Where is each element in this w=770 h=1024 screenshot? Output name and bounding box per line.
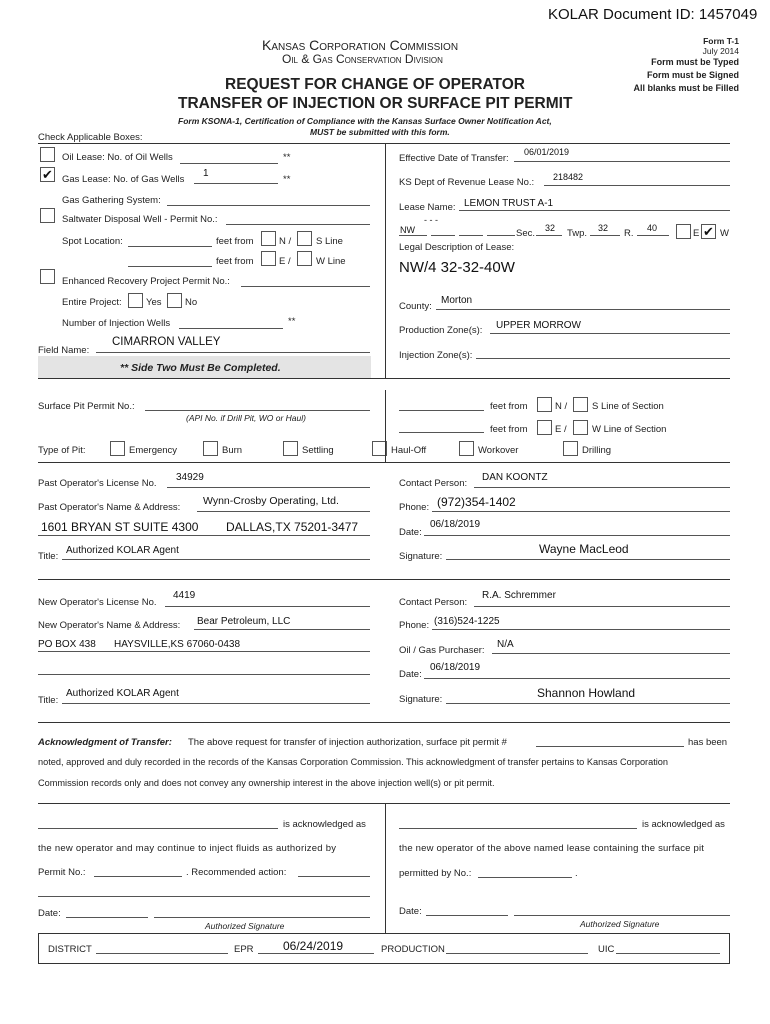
pit-s-checkbox[interactable] — [573, 397, 588, 412]
past-phone-value: (972)354-1402 — [437, 495, 516, 509]
sec-value: 32 — [545, 223, 556, 233]
production-zone-field[interactable] — [490, 333, 730, 334]
county-field[interactable] — [436, 309, 730, 310]
uic-label: UIC — [598, 944, 615, 955]
workover-checkbox[interactable] — [459, 441, 474, 456]
ack-heading: Acknowledgment of Transfer: — [38, 737, 172, 748]
no-label: No — [185, 297, 198, 308]
quarter-field-4[interactable] — [487, 235, 515, 236]
range-label: R. — [624, 228, 634, 239]
ack-text-3: Commission records only and does not convey any ownership interest in the above injection well(s) or pit permit. — [38, 778, 495, 788]
section-divider — [38, 462, 730, 463]
ack-permit-field[interactable] — [536, 746, 684, 747]
gas-gathering-label: Gas Gathering System: — [62, 195, 161, 206]
api-note: (API No. if Drill Pit, WO or Haul) — [186, 413, 306, 423]
s-checkbox[interactable] — [297, 231, 312, 246]
ack-period: . — [575, 868, 578, 879]
effective-date-value: 06/01/2019 — [524, 147, 570, 157]
section-divider — [38, 722, 730, 723]
epr-label: EPR — [234, 944, 254, 955]
purchaser-label: Oil / Gas Purchaser: — [399, 645, 485, 656]
side-two-note: ** Side Two Must Be Completed. — [120, 362, 281, 374]
new-date-label: Date: — [399, 669, 422, 680]
past-phone-field[interactable] — [432, 511, 730, 512]
ack-left-extra-field[interactable] — [38, 896, 370, 897]
form-title-2: TRANSFER OF INJECTION OR SURFACE PIT PERMIT — [178, 95, 573, 112]
burn-checkbox[interactable] — [203, 441, 218, 456]
new-title-field[interactable] — [62, 703, 370, 704]
lease-name-field[interactable] — [459, 210, 730, 211]
ack-left-operator-field[interactable] — [38, 828, 278, 829]
past-address-field[interactable] — [38, 535, 370, 536]
ack-right-line: the new operator of the above named lease containing the surface pit — [399, 843, 705, 854]
division-name: Oil & Gas Conservation Division — [282, 52, 443, 66]
pit-w-checkbox[interactable] — [573, 420, 588, 435]
epr-field[interactable] — [258, 953, 374, 954]
s-line-label: S Line — [316, 236, 343, 247]
ksona-note-1: Form KSONA-1, Certification of Compliance with the Kansas Surface Owner Notification Act, — [178, 116, 552, 126]
ack-right-date-field[interactable] — [426, 915, 508, 916]
gas-lease-label: Gas Lease: No. of Gas Wells — [62, 174, 185, 185]
past-title-field[interactable] — [62, 559, 370, 560]
workover-label: Workover — [478, 445, 519, 456]
past-address-1: 1601 BRYAN ST SUITE 4300 — [41, 520, 199, 534]
county-label: County: — [399, 301, 432, 312]
field-name-label: Field Name: — [38, 345, 90, 356]
effective-date-field[interactable] — [514, 161, 730, 162]
past-license-value: 34929 — [176, 472, 204, 483]
new-license-value: 4419 — [173, 590, 196, 601]
new-license-label: New Operator's License No. — [38, 597, 157, 608]
oil-lease-label: Oil Lease: No. of Oil Wells — [62, 152, 173, 163]
epr-value: 06/24/2019 — [283, 939, 344, 953]
sec-label: Sec. — [516, 228, 536, 239]
legal-desc-value: NW/4 32-32-40W — [399, 259, 515, 276]
production-label: PRODUCTION — [381, 944, 445, 955]
spot-location-label: Spot Location: — [62, 236, 123, 247]
ack-left-permit-label: Permit No.: — [38, 867, 86, 878]
ack-left-line: the new operator and may continue to inject fluids as authorized by — [38, 843, 337, 854]
ack-text-2: noted, approved and duly recorded in the records of the Kansas Corporation Commission. This acknowledgment of transfer pertains to Kansas Corporation — [38, 757, 669, 767]
drilling-label: Drilling — [582, 445, 612, 456]
ack-right-auth-sig: Authorized Signature — [580, 919, 660, 929]
gas-gathering-field[interactable] — [167, 205, 370, 206]
drilling-checkbox[interactable] — [563, 441, 578, 456]
form-date: July 2014 — [702, 46, 739, 56]
twp-value: 32 — [598, 223, 609, 233]
oil-lease-checkbox[interactable] — [40, 147, 55, 162]
swd-permit-field[interactable] — [226, 224, 370, 225]
past-date-label: Date: — [399, 527, 422, 538]
ack-left-permit-field[interactable] — [94, 876, 182, 877]
column-divider — [385, 390, 386, 462]
past-contact-value: DAN KOONTZ — [482, 472, 548, 483]
past-title-label: Title: — [38, 551, 59, 562]
pit-w-label: W Line of Section — [592, 424, 667, 435]
past-name-label: Past Operator's Name & Address: — [38, 502, 181, 513]
ksona-note-2: MUST be submitted with this form. — [310, 127, 450, 137]
new-license-field[interactable] — [165, 606, 370, 607]
county-value: Morton — [441, 295, 473, 306]
new-phone-field[interactable] — [432, 629, 730, 630]
burn-label: Burn — [222, 445, 243, 456]
injection-zone-label: Injection Zone(s): — [399, 350, 473, 361]
ack-right-date-label: Date: — [399, 906, 422, 917]
agency-name: Kansas Corporation Commission — [262, 37, 459, 53]
yes-checkbox[interactable] — [128, 293, 143, 308]
quarter-field-3[interactable] — [459, 235, 483, 236]
new-contact-field[interactable] — [474, 606, 730, 607]
gas-wells-value: 1 — [203, 168, 209, 179]
new-phone-value: (316)524-1225 — [434, 616, 500, 627]
new-name-label: New Operator's Name & Address: — [38, 620, 181, 631]
new-address-field-2[interactable] — [38, 674, 370, 675]
form-number: Form T-1 — [703, 36, 739, 46]
column-divider — [385, 143, 386, 378]
new-address-field[interactable] — [38, 651, 370, 652]
w-checkbox[interactable] — [297, 251, 312, 266]
ks-dept-value: 218482 — [553, 172, 584, 182]
ack-recommended-label: . Recommended action: — [186, 867, 287, 878]
surface-pit-label: Surface Pit Permit No.: — [38, 401, 135, 412]
ack-left-signature-field[interactable] — [154, 917, 370, 918]
lease-name-value: LEMON TRUST A-1 — [464, 198, 554, 209]
ack-permitted-by-label: permitted by No.: — [399, 868, 472, 879]
section-divider — [38, 803, 730, 804]
pit-n-checkbox[interactable] — [537, 397, 552, 412]
production-zone-value: UPPER MORROW — [496, 320, 581, 331]
new-date-value: 06/18/2019 — [430, 662, 481, 673]
requirement-signed: Form must be Signed — [646, 70, 739, 80]
stars-marker: ** — [288, 316, 296, 327]
emergency-checkbox[interactable] — [110, 441, 125, 456]
uic-field[interactable] — [616, 953, 720, 954]
field-name-value: CIMARRON VALLEY — [112, 336, 221, 348]
surface-pit-field[interactable] — [145, 410, 370, 411]
injection-wells-field[interactable] — [179, 328, 283, 329]
past-date-value: 06/18/2019 — [430, 519, 481, 530]
past-address-2: DALLAS,TX 75201-3477 — [226, 520, 359, 534]
field-name-field[interactable] — [96, 352, 370, 353]
sec-field[interactable] — [536, 235, 562, 236]
production-zone-label: Production Zone(s): — [399, 325, 483, 336]
past-date-field[interactable] — [424, 535, 730, 536]
spot-feet-ew-field[interactable] — [128, 266, 212, 267]
new-address-1: PO BOX 438 — [38, 639, 96, 650]
new-title-label: Title: — [38, 695, 59, 706]
lease-name-label: Lease Name: — [399, 202, 456, 213]
new-contact-label: Contact Person: — [399, 597, 468, 608]
range-value: 40 — [647, 223, 658, 233]
ack-left-date-label: Date: — [38, 908, 61, 919]
past-contact-field[interactable] — [474, 487, 730, 488]
section-divider — [38, 378, 730, 379]
district-field[interactable] — [96, 953, 228, 954]
pit-n-label: N / — [555, 401, 568, 412]
pit-feet-ns-field[interactable] — [399, 410, 484, 411]
check-icon: ✔ — [42, 167, 53, 182]
past-title-value: Authorized KOLAR Agent — [66, 545, 179, 556]
yes-label: Yes — [146, 297, 162, 308]
new-signature-label: Signature: — [399, 694, 443, 705]
n-label: N / — [279, 236, 292, 247]
feet-from-label: feet from — [216, 256, 254, 267]
quarter-field-1[interactable] — [399, 235, 427, 236]
purchaser-value: N/A — [497, 639, 514, 650]
twp-field[interactable] — [590, 235, 620, 236]
pit-type-label: Type of Pit: — [38, 445, 86, 456]
section-divider — [38, 143, 730, 144]
quarter-dashes: - - - — [424, 215, 438, 225]
eor-permit-field[interactable] — [241, 286, 370, 287]
injection-zone-field[interactable] — [476, 358, 730, 359]
ack-right-signature-field[interactable] — [514, 915, 730, 916]
swd-checkbox[interactable] — [40, 208, 55, 223]
past-signature-field[interactable] — [446, 559, 730, 560]
ack-recommended-field[interactable] — [298, 876, 370, 877]
emergency-label: Emergency — [129, 445, 178, 456]
feet-from-label: feet from — [216, 236, 254, 247]
ks-dept-label: KS Dept of Revenue Lease No.: — [399, 177, 535, 188]
twp-label: Twp. — [567, 228, 588, 239]
stars-marker: ** — [283, 174, 291, 185]
ack-left-is-ack: is acknowledged as — [283, 819, 366, 830]
column-divider — [385, 803, 386, 933]
ks-dept-field[interactable] — [544, 185, 730, 186]
past-contact-label: Contact Person: — [399, 478, 468, 489]
new-signature-field[interactable] — [446, 703, 730, 704]
settling-checkbox[interactable] — [283, 441, 298, 456]
past-phone-label: Phone: — [399, 502, 430, 513]
check-icon: ✔ — [703, 224, 714, 239]
quarter-field-2[interactable] — [431, 235, 455, 236]
eor-label: Enhanced Recovery Project Permit No.: — [62, 276, 230, 287]
new-address-2: HAYSVILLE,KS 67060-0438 — [114, 639, 241, 650]
settling-label: Settling — [302, 445, 334, 456]
ack-text-1: The above request for transfer of injection authorization, surface pit permit # — [188, 737, 507, 748]
ack-left-date-field[interactable] — [66, 917, 148, 918]
past-signature-label: Signature: — [399, 551, 443, 562]
pit-feet-ew-field[interactable] — [399, 432, 484, 433]
legal-desc-label: Legal Description of Lease: — [399, 242, 515, 253]
purchaser-field[interactable] — [492, 653, 730, 654]
ack-text-1-end: has been — [688, 737, 728, 748]
ack-right-operator-field[interactable] — [399, 828, 637, 829]
new-name-value: Bear Petroleum, LLC — [197, 616, 291, 627]
haul-off-label: Haul-Off — [391, 445, 427, 456]
ack-right-is-ack: is acknowledged as — [642, 819, 725, 830]
oil-wells-field[interactable] — [180, 163, 278, 164]
e-checkbox[interactable] — [261, 251, 276, 266]
entire-project-label: Entire Project: — [62, 297, 122, 308]
effective-date-label: Effective Date of Transfer: — [399, 153, 509, 164]
injection-wells-label: Number of Injection Wells — [62, 318, 171, 329]
new-phone-label: Phone: — [399, 620, 430, 631]
pit-e-label: E / — [555, 424, 567, 435]
requirement-typed: Form must be Typed — [651, 57, 739, 67]
past-signature-value: Wayne MacLeod — [539, 542, 629, 556]
document-id: KOLAR Document ID: 1457049 — [548, 6, 758, 23]
swd-label: Saltwater Disposal Well - Permit No.: — [62, 214, 218, 225]
gas-wells-field[interactable] — [194, 183, 278, 184]
eor-checkbox[interactable] — [40, 269, 55, 284]
new-title-value: Authorized KOLAR Agent — [66, 688, 179, 699]
pit-e-checkbox[interactable] — [537, 420, 552, 435]
quarter-value: NW — [400, 225, 415, 235]
section-divider — [38, 579, 730, 580]
no-checkbox[interactable] — [167, 293, 182, 308]
check-boxes-label: Check Applicable Boxes: — [38, 132, 143, 143]
feet-from-label: feet from — [490, 401, 528, 412]
requirement-filled: All blanks must be Filled — [633, 83, 739, 93]
range-w-label: W — [720, 228, 729, 239]
new-name-field[interactable] — [194, 629, 370, 630]
district-label: DISTRICT — [48, 944, 92, 955]
n-checkbox[interactable] — [261, 231, 276, 246]
feet-from-label: feet from — [490, 424, 528, 435]
ack-left-auth-sig: Authorized Signature — [205, 921, 285, 931]
spot-location-field[interactable] — [128, 246, 212, 247]
form-title-1: REQUEST FOR CHANGE OF OPERATOR — [225, 76, 525, 93]
range-e-label: E — [693, 228, 700, 239]
w-line-label: W Line — [316, 256, 346, 267]
past-name-value: Wynn-Crosby Operating, Ltd. — [203, 495, 339, 507]
stars-marker: ** — [283, 152, 291, 163]
new-contact-value: R.A. Schremmer — [482, 590, 556, 601]
past-license-label: Past Operator's License No. — [38, 478, 157, 489]
range-e-checkbox[interactable] — [676, 224, 691, 239]
ack-permitted-by-field[interactable] — [478, 877, 572, 878]
past-license-field[interactable] — [167, 487, 370, 488]
e-label: E / — [279, 256, 291, 267]
new-date-field[interactable] — [424, 678, 730, 679]
past-name-field[interactable] — [197, 511, 370, 512]
production-field[interactable] — [446, 953, 588, 954]
pit-s-label: S Line of Section — [592, 401, 664, 412]
new-signature-value: Shannon Howland — [537, 686, 636, 700]
range-field[interactable] — [637, 235, 669, 236]
